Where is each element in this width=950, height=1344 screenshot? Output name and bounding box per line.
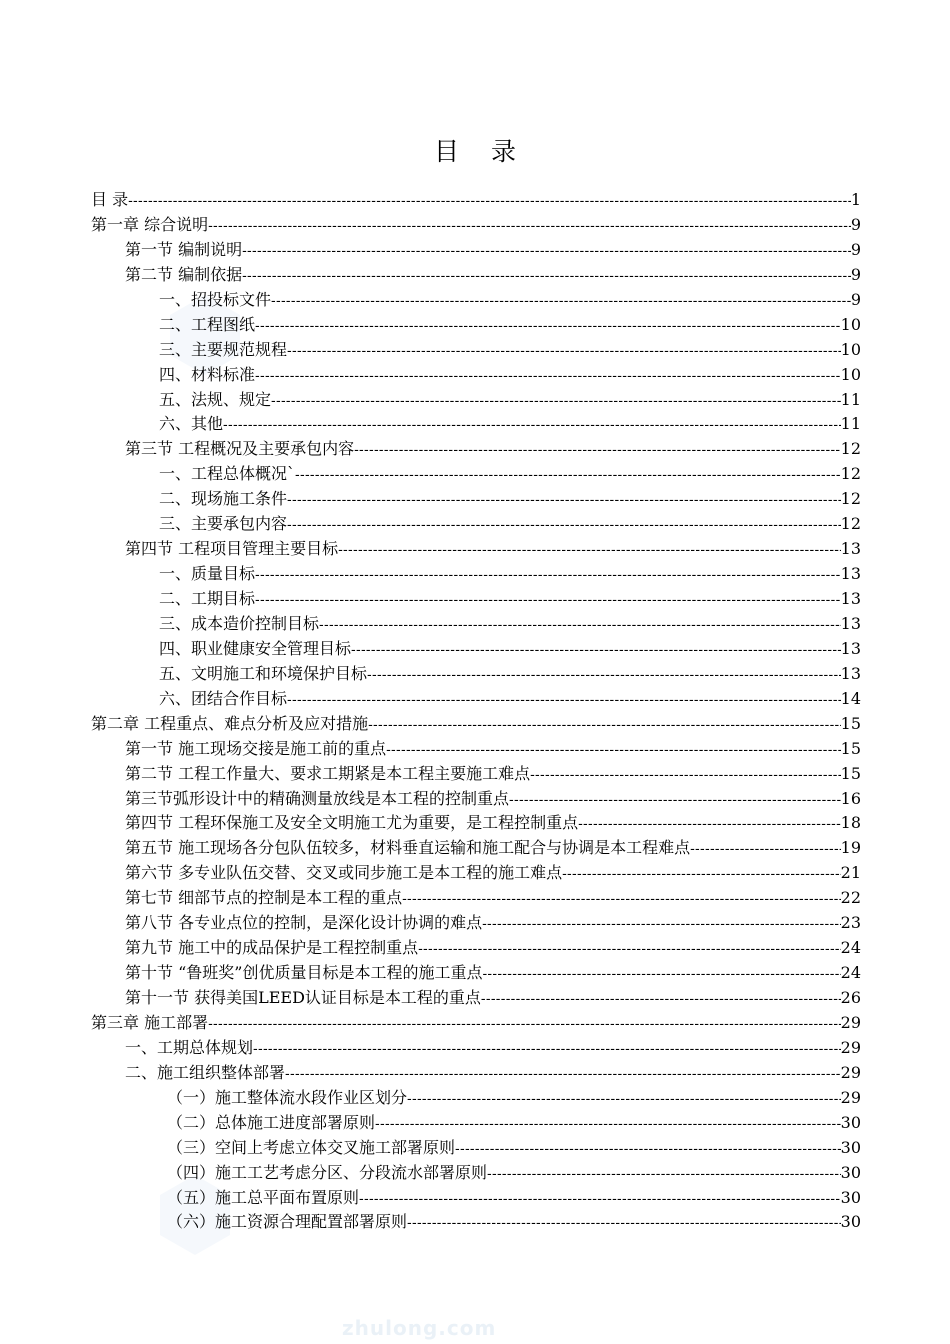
toc-entry[interactable] <box>91 1186 861 1211</box>
toc-entry[interactable] <box>91 662 861 687</box>
toc-page-number: 9 <box>850 214 861 234</box>
toc-entry-title: 一、招投标文件 <box>159 289 272 309</box>
toc-entry-title: 四、职业健康安全管理目标 <box>159 638 352 658</box>
toc-dot-leader <box>407 1086 841 1111</box>
toc-page-number: 13 <box>840 564 861 584</box>
toc-entry-title: 六、团结合作目标 <box>159 688 288 708</box>
table-of-contents <box>91 188 861 1235</box>
toc-entry[interactable] <box>91 1036 861 1061</box>
toc-entry[interactable] <box>91 911 861 936</box>
toc-page-number: 13 <box>840 663 861 683</box>
toc-dot-leader <box>482 911 841 936</box>
toc-dot-leader <box>271 388 841 413</box>
toc-page-number: 12 <box>840 439 861 459</box>
toc-page-number: 29 <box>840 1037 861 1057</box>
toc-dot-leader <box>354 437 841 462</box>
toc-entry[interactable] <box>91 1161 861 1186</box>
toc-dot-leader <box>351 637 841 662</box>
toc-page-number: 29 <box>840 1012 861 1032</box>
toc-page-number: 30 <box>840 1137 861 1157</box>
toc-page-number: 9 <box>850 289 861 309</box>
toc-entry-title: 第二节 编制依据 <box>125 264 243 284</box>
toc-entry-title: 第二章 工程重点、难点分析及应对措施 <box>91 713 369 733</box>
toc-entry[interactable] <box>91 1136 861 1161</box>
toc-entry[interactable] <box>91 886 861 911</box>
toc-page-number: 15 <box>840 713 861 733</box>
toc-page-number: 21 <box>840 863 861 883</box>
toc-entry-title: 三、成本造价控制目标 <box>159 613 320 633</box>
toc-dot-leader <box>287 687 841 712</box>
toc-entry-title: 一、工程总体概况` <box>159 464 296 484</box>
toc-page-number: 9 <box>850 264 861 284</box>
page-title: 目 录 <box>434 137 528 166</box>
toc-entry-title: 第二节 工程工作量大、要求工期紧是本工程主要施工难点 <box>125 763 531 783</box>
toc-entry[interactable] <box>91 587 861 612</box>
toc-dot-leader <box>578 811 841 836</box>
toc-dot-leader <box>402 886 841 911</box>
toc-dot-leader <box>338 537 841 562</box>
toc-page-number: 16 <box>840 788 861 808</box>
toc-entry[interactable] <box>91 861 861 886</box>
toc-dot-leader <box>255 587 841 612</box>
toc-entry-title: 第十节 “鲁班奖”创优质量目标是本工程的施工重点 <box>125 963 483 983</box>
toc-page-number: 23 <box>840 913 861 933</box>
toc-dot-leader <box>255 363 841 388</box>
toc-dot-leader <box>287 487 841 512</box>
toc-dot-leader <box>253 1036 841 1061</box>
toc-page-number: 10 <box>840 314 861 334</box>
toc-entry[interactable] <box>91 338 861 363</box>
toc-dot-leader <box>367 662 841 687</box>
toc-entry-title: 第一章 综合说明 <box>91 214 209 234</box>
toc-entry-title: 三、主要承包内容 <box>159 514 288 534</box>
toc-entry-title: 二、现场施工条件 <box>159 489 288 509</box>
toc-dot-leader <box>407 1210 841 1235</box>
toc-entry[interactable] <box>91 562 861 587</box>
toc-page-number: 13 <box>840 539 861 559</box>
toc-entry[interactable] <box>91 412 861 437</box>
toc-entry[interactable] <box>91 288 861 313</box>
toc-entry[interactable] <box>91 263 861 288</box>
toc-page-number: 10 <box>840 339 861 359</box>
toc-dot-leader <box>287 512 841 537</box>
toc-dot-leader <box>287 338 841 363</box>
toc-entry[interactable] <box>91 762 861 787</box>
toc-dot-leader <box>386 737 841 762</box>
toc-page-number: 1 <box>850 190 861 209</box>
toc-entry-title: 第十一节 获得美国LEED认证目标是本工程的重点 <box>125 988 481 1007</box>
toc-dot-leader <box>295 462 841 487</box>
toc-entry[interactable] <box>91 687 861 712</box>
toc-entry[interactable] <box>91 637 861 662</box>
toc-page-number: 30 <box>840 1112 861 1132</box>
toc-dot-leader <box>690 836 841 861</box>
toc-entry-title: 第三节弧形设计中的精确测量放线是本工程的控制重点 <box>125 788 510 808</box>
toc-dot-leader <box>487 1161 841 1186</box>
toc-page-number: 14 <box>840 688 861 708</box>
toc-entry-title: （五）施工总平面布置原则 <box>167 1187 360 1207</box>
toc-entry-title: （二）总体施工进度部署原则 <box>167 1112 376 1132</box>
toc-dot-leader <box>271 288 851 313</box>
toc-dot-leader <box>242 263 851 288</box>
toc-dot-leader <box>285 1061 841 1086</box>
toc-dot-leader <box>242 238 851 263</box>
toc-page-number: 13 <box>840 589 861 608</box>
toc-entry[interactable] <box>91 487 861 512</box>
toc-entry-title: 第四节 工程环保施工及安全文明施工尤为重要，是工程控制重点 <box>125 813 579 833</box>
toc-entry-title: 六、其他 <box>159 414 224 434</box>
toc-entry[interactable] <box>91 213 861 238</box>
toc-entry[interactable] <box>91 1111 861 1136</box>
toc-page-number: 10 <box>840 364 861 384</box>
toc-page-number: 24 <box>840 938 861 958</box>
toc-dot-leader <box>368 712 841 737</box>
toc-entry[interactable] <box>91 986 861 1011</box>
toc-entry-title: 第三章 施工部署 <box>91 1012 209 1032</box>
toc-dot-leader <box>530 762 841 787</box>
toc-dot-leader <box>319 612 841 637</box>
toc-entry-title: 第一节 编制说明 <box>125 239 243 259</box>
toc-page-number: 13 <box>840 613 861 633</box>
toc-page-number: 11 <box>840 389 861 409</box>
toc-entry-title: 一、工期总体规划 <box>125 1037 254 1057</box>
toc-entry[interactable] <box>91 537 861 562</box>
toc-dot-leader <box>455 1136 841 1161</box>
toc-entry[interactable] <box>91 238 861 263</box>
toc-page-number: 12 <box>840 464 861 484</box>
toc-entry[interactable] <box>91 787 861 812</box>
toc-entry-title: 五、文明施工和环境保护目标 <box>159 663 368 683</box>
toc-entry-title: 二、施工组织整体部署 <box>125 1062 286 1082</box>
toc-entry[interactable] <box>91 363 861 388</box>
toc-dot-leader <box>562 861 841 886</box>
toc-dot-leader <box>359 1186 841 1211</box>
toc-dot-leader <box>128 188 851 213</box>
toc-page-number: 12 <box>840 489 861 509</box>
toc-page-number: 22 <box>840 888 861 908</box>
toc-page-number: 18 <box>840 813 861 833</box>
toc-page-number: 26 <box>840 988 861 1007</box>
toc-page-number: 24 <box>840 963 861 983</box>
toc-dot-leader <box>208 1011 841 1036</box>
toc-entry[interactable] <box>91 313 861 338</box>
toc-entry[interactable] <box>91 462 861 487</box>
toc-entry[interactable] <box>91 936 861 961</box>
toc-entry-title: 二、工程图纸 <box>159 314 256 334</box>
toc-page-number: 30 <box>840 1212 861 1232</box>
toc-entry[interactable] <box>91 712 861 737</box>
toc-entry[interactable] <box>91 961 861 986</box>
toc-entry-title: 二、工期目标 <box>159 589 256 608</box>
toc-entry[interactable] <box>91 811 861 836</box>
toc-dot-leader <box>255 313 841 338</box>
toc-dot-leader <box>418 936 841 961</box>
toc-dot-leader <box>208 213 851 238</box>
toc-page-number: 12 <box>840 514 861 534</box>
toc-entry[interactable] <box>91 836 861 861</box>
toc-page-number: 15 <box>840 738 861 758</box>
toc-entry-title: 第七节 细部节点的控制是本工程的重点 <box>125 888 403 908</box>
toc-page-number: 29 <box>840 1062 861 1082</box>
toc-page-number: 29 <box>840 1087 861 1107</box>
toc-entry[interactable] <box>91 1061 861 1086</box>
toc-entry-title: 目 录 <box>91 190 129 209</box>
toc-dot-leader <box>482 961 840 986</box>
toc-page-number: 15 <box>840 763 861 783</box>
toc-dot-leader <box>509 787 841 812</box>
toc-entry-title: 第六节 多专业队伍交替、交叉或同步施工是本工程的施工难点 <box>125 863 563 883</box>
toc-page-number: 9 <box>850 239 861 259</box>
toc-dot-leader <box>223 412 841 437</box>
toc-entry-title: 第四节 工程项目管理主要目标 <box>125 539 339 559</box>
toc-page-number: 11 <box>840 414 861 434</box>
toc-entry[interactable] <box>91 512 861 537</box>
toc-dot-leader <box>481 986 841 1011</box>
toc-entry-title: （一）施工整体流水段作业区划分 <box>167 1087 408 1107</box>
watermark-site: zhulong.com <box>342 1316 497 1340</box>
toc-entry-title: 第三节 工程概况及主要承包内容 <box>125 439 355 459</box>
toc-entry-title: （六）施工资源合理配置部署原则 <box>167 1212 408 1232</box>
toc-entry[interactable] <box>91 737 861 762</box>
toc-page-number: 30 <box>840 1187 861 1207</box>
toc-entry-title: （四）施工工艺考虑分区、分段流水部署原则 <box>167 1162 488 1182</box>
toc-entry-title: （三）空间上考虑立体交叉施工部署原则 <box>167 1137 456 1157</box>
toc-page-number: 30 <box>840 1162 861 1182</box>
toc-entry[interactable] <box>91 1086 861 1111</box>
toc-entry-title: 第一节 施工现场交接是施工前的重点 <box>125 738 387 758</box>
toc-dot-leader <box>375 1111 841 1136</box>
toc-entry[interactable] <box>91 1210 861 1235</box>
toc-entry[interactable] <box>91 437 861 462</box>
toc-dot-leader <box>255 562 841 587</box>
toc-entry[interactable] <box>91 1011 861 1036</box>
toc-page-number: 13 <box>840 638 861 658</box>
toc-entry[interactable] <box>91 188 861 213</box>
toc-entry-title: 四、材料标准 <box>159 364 256 384</box>
toc-entry-title: 一、质量目标 <box>159 564 256 584</box>
toc-entry-title: 第九节 施工中的成品保护是工程控制重点 <box>125 938 419 958</box>
toc-entry-title: 第五节 施工现场各分包队伍较多，材料垂直运输和施工配合与协调是本工程难点 <box>125 838 691 858</box>
toc-entry[interactable] <box>91 612 861 637</box>
toc-entry-title: 五、法规、规定 <box>159 389 272 409</box>
toc-page-number: 19 <box>840 838 861 858</box>
toc-entry-title: 第八节 各专业点位的控制，是深化设计协调的难点 <box>125 913 483 933</box>
toc-entry-title: 三、主要规范规程 <box>159 339 288 359</box>
toc-entry[interactable] <box>91 388 861 413</box>
